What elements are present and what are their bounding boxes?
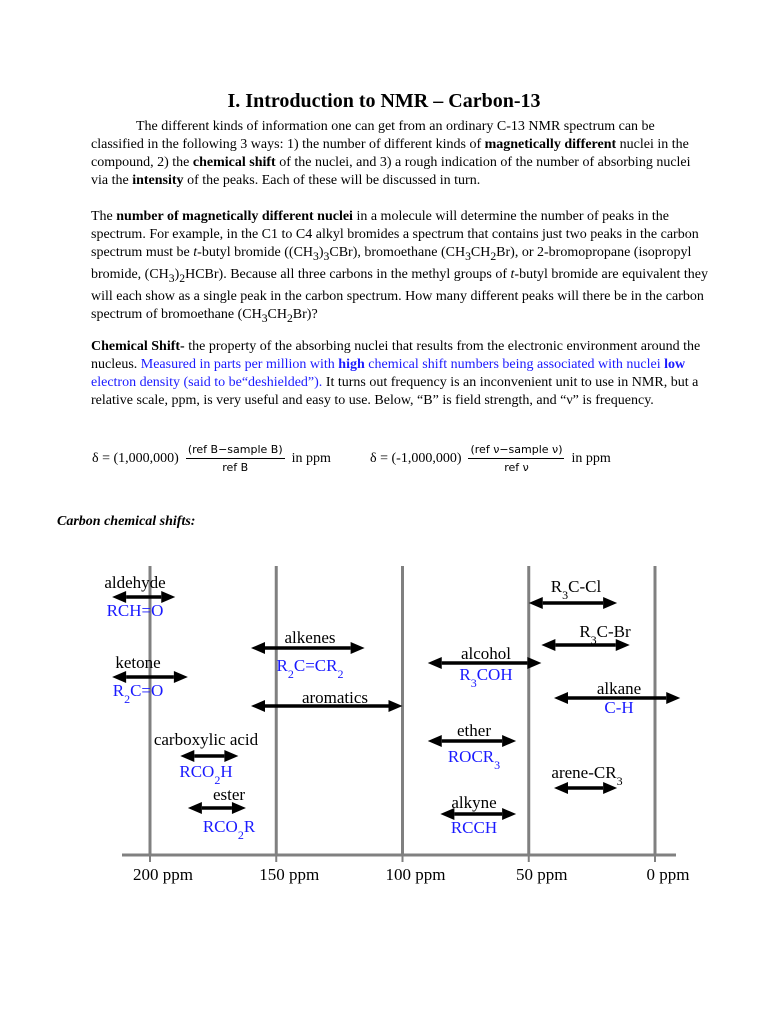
text-run: CBr), bromoethane (CH bbox=[329, 245, 466, 260]
x-tick-label: 50 ppm bbox=[516, 865, 568, 884]
arrowhead-right bbox=[502, 735, 516, 747]
range-label: $R_3C-Cl$ bbox=[550, 577, 602, 602]
range-formula: $R_2C=O$ bbox=[112, 681, 164, 706]
range-formula: RCH=O bbox=[106, 601, 164, 620]
x-tick-label: 0 ppm bbox=[646, 865, 690, 884]
text-run: CH bbox=[267, 306, 287, 322]
text-run: of the nuclei, and 3) a rough indication of the number of absorbing nuclei via the bbox=[91, 155, 691, 188]
range-aldehyde bbox=[104, 573, 175, 620]
fraction-numerator: (ref B−sample B) bbox=[186, 443, 285, 459]
subscript: 3 bbox=[313, 249, 319, 263]
range-aromatics bbox=[251, 688, 403, 712]
arrowhead-right bbox=[502, 808, 516, 820]
formula-suffix: in ppm bbox=[291, 450, 331, 466]
text-run: ) bbox=[318, 245, 324, 260]
highlight-bold: high bbox=[338, 357, 365, 372]
range-alcohol bbox=[428, 644, 542, 690]
text-run: It turns out frequency is an inconvenient unit to use in NMR, but a relative scale, ppm, is very useful and easy to use. Below, “B” is field strength, and “ν” is frequency. bbox=[91, 375, 699, 408]
arrowhead-left bbox=[188, 802, 202, 814]
bold-term: Chemical Shift- bbox=[91, 339, 185, 354]
range-label: alkenes bbox=[284, 628, 336, 647]
text-run: ) bbox=[174, 266, 180, 282]
arrowhead-left bbox=[180, 750, 194, 762]
formula-suffix: in ppm bbox=[571, 450, 611, 466]
text-run: Br)? bbox=[292, 306, 318, 322]
arrowhead-left bbox=[428, 735, 442, 747]
range-label: alkyne bbox=[451, 793, 497, 812]
arrowhead-left bbox=[251, 700, 265, 712]
subscript: 2 bbox=[179, 271, 186, 285]
range-r3c-br bbox=[541, 622, 631, 651]
text-run: Br), or 2-bromopropane (isopropyl bromide, (CH bbox=[91, 245, 692, 282]
text-run: CH bbox=[470, 245, 491, 260]
text-run: -butyl bromide are equivalent they will each show as a single peak in the carbon spectrum. How many different peaks will there be in the carbon spectrum of bromoethane (CH bbox=[91, 266, 709, 322]
formula-prefix: δ = (1,000,000) bbox=[92, 450, 179, 466]
text-run: the property of the absorbing nuclei that results from the electronic environment around the nucleus. bbox=[91, 339, 701, 372]
arrowhead-right bbox=[603, 782, 617, 794]
range-formula: $R_3COH$ bbox=[459, 665, 513, 690]
range-label: arene-$CR_3$ bbox=[551, 763, 623, 788]
range-label: alkane bbox=[596, 679, 642, 698]
arrowhead-left bbox=[554, 692, 568, 704]
range-arene-cr3 bbox=[551, 763, 622, 794]
fraction-denominator: ref ν bbox=[504, 461, 529, 474]
range-alkyne bbox=[440, 793, 516, 837]
text-run: The different kinds of information one can get from an ordinary C-13 NMR spectrum can be classified in the following 3 ways: 1) the number of different kinds of bbox=[91, 119, 655, 152]
arrowhead-left bbox=[251, 642, 265, 654]
range-label: carboxylic acid bbox=[153, 730, 259, 749]
text-run: nuclei in the compound, 2) the bbox=[91, 137, 689, 170]
italic-term: t bbox=[193, 245, 198, 260]
arrowhead-right bbox=[603, 597, 617, 609]
arrowhead-left bbox=[529, 597, 543, 609]
range-alkenes bbox=[251, 628, 365, 681]
range-label: aromatics bbox=[301, 688, 369, 707]
arrowhead-left bbox=[554, 782, 568, 794]
page-title: I. Introduction to NMR – Carbon-13 bbox=[227, 90, 541, 112]
range-ester bbox=[188, 785, 256, 842]
range-label: ketone bbox=[115, 653, 161, 672]
range-label: $R_3C-Br$ bbox=[579, 622, 631, 647]
subscript: 3 bbox=[261, 311, 268, 325]
highlight-bold: low bbox=[664, 357, 686, 372]
x-tick-label: 150 ppm bbox=[259, 865, 320, 884]
text-run: The bbox=[91, 209, 117, 224]
range-label: aldehyde bbox=[104, 573, 166, 592]
subscript: 3 bbox=[465, 249, 471, 263]
subscript: 2 bbox=[490, 249, 497, 263]
range-r3c-cl bbox=[529, 577, 617, 609]
bold-term: number of magnetically different nuclei bbox=[116, 209, 353, 224]
range-formula: $RCO_2R$ bbox=[202, 817, 256, 842]
fraction-denominator: ref B bbox=[222, 461, 249, 474]
text-run: -butyl bromide ((CH bbox=[197, 245, 314, 260]
range-formula: C-H bbox=[604, 698, 634, 717]
highlight-text: electron density (said to be“deshielded”). bbox=[91, 375, 323, 390]
text-run: of the peaks. Each of these will be discussed in turn. bbox=[183, 173, 481, 188]
range-formula: $RCO_2H$ bbox=[179, 762, 233, 787]
range-formula: RCCH bbox=[450, 818, 498, 837]
arrowhead-right bbox=[666, 692, 680, 704]
text-run: in a molecule will determine the number of peaks in the spectrum. For example, in the C1 to C4 alkyl bromides a spectrum that contains just two peaks in the carbon spectrum must be bbox=[91, 209, 699, 260]
chart-caption: Carbon chemical shifts: bbox=[57, 514, 196, 529]
range-formula: $ROCR_3$ bbox=[447, 747, 501, 772]
italic-term: t bbox=[510, 266, 515, 282]
highlight-text: Measured in parts per million with bbox=[140, 357, 339, 372]
formula-prefix: δ = (-1,000,000) bbox=[370, 450, 462, 466]
subscript: 3 bbox=[323, 249, 330, 263]
arrowhead-right bbox=[527, 657, 541, 669]
subscript: 2 bbox=[286, 311, 293, 325]
range-label: ester bbox=[212, 785, 246, 804]
bold-term: chemical shift bbox=[192, 155, 276, 170]
arrowhead-right bbox=[224, 750, 238, 762]
arrowhead-left bbox=[428, 657, 442, 669]
range-formula: $R_2C=CR_2$ bbox=[276, 656, 344, 681]
range-ether bbox=[428, 721, 516, 772]
range-alkane bbox=[554, 679, 680, 717]
bold-term: magnetically different bbox=[484, 137, 617, 152]
subscript: 3 bbox=[168, 271, 175, 285]
range-carboxylic-acid bbox=[154, 730, 259, 787]
arrowhead-right bbox=[389, 700, 403, 712]
arrowhead-right bbox=[174, 671, 188, 683]
x-tick-label: 100 ppm bbox=[385, 865, 446, 884]
fraction-numerator: (ref ν−sample ν) bbox=[468, 443, 564, 459]
bold-term: intensity bbox=[132, 173, 184, 188]
x-tick-label: 200 ppm bbox=[133, 865, 193, 884]
text-run: HCBr). Because all three carbons in the methyl groups of bbox=[185, 266, 511, 282]
range-label: ether bbox=[457, 721, 491, 740]
arrowhead-left bbox=[541, 639, 555, 651]
arrowhead-right bbox=[351, 642, 365, 654]
range-label: alcohol bbox=[460, 644, 512, 663]
highlight-text: chemical shift numbers being associated with nuclei bbox=[364, 357, 665, 372]
